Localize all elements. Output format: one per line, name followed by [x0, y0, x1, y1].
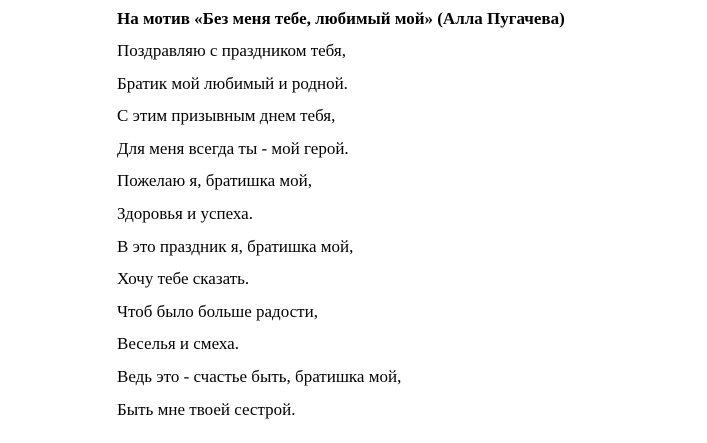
poem-line: Пожелаю я, братишка мой,	[117, 171, 312, 191]
poem-line: Быть мне твоей сестрой.	[117, 399, 296, 419]
poem-line: Ведь это - счастье быть, братишка мой,	[117, 366, 402, 386]
poem-line: Чтоб было больше радости,	[117, 301, 318, 321]
poem-line: Братик мой любимый и родной.	[117, 73, 348, 93]
poem-title: На мотив «Без меня тебе, любимый мой» (Алла Пугачева)	[117, 9, 565, 28]
poem-line: В это праздник я, братишка мой,	[117, 236, 354, 256]
poem-line: Поздравляю с праздником тебя,	[117, 41, 346, 60]
poem-line: Для меня всегда ты - мой герой.	[117, 138, 349, 158]
poem-line: С этим призывным днем тебя,	[117, 106, 336, 126]
poem-text-block	[117, 8, 697, 431]
poem-line: Здоровья и успеха.	[117, 203, 253, 223]
poem-line: Веселья и смеха.	[117, 334, 239, 354]
poem-line: Хочу тебе сказать.	[117, 269, 250, 289]
